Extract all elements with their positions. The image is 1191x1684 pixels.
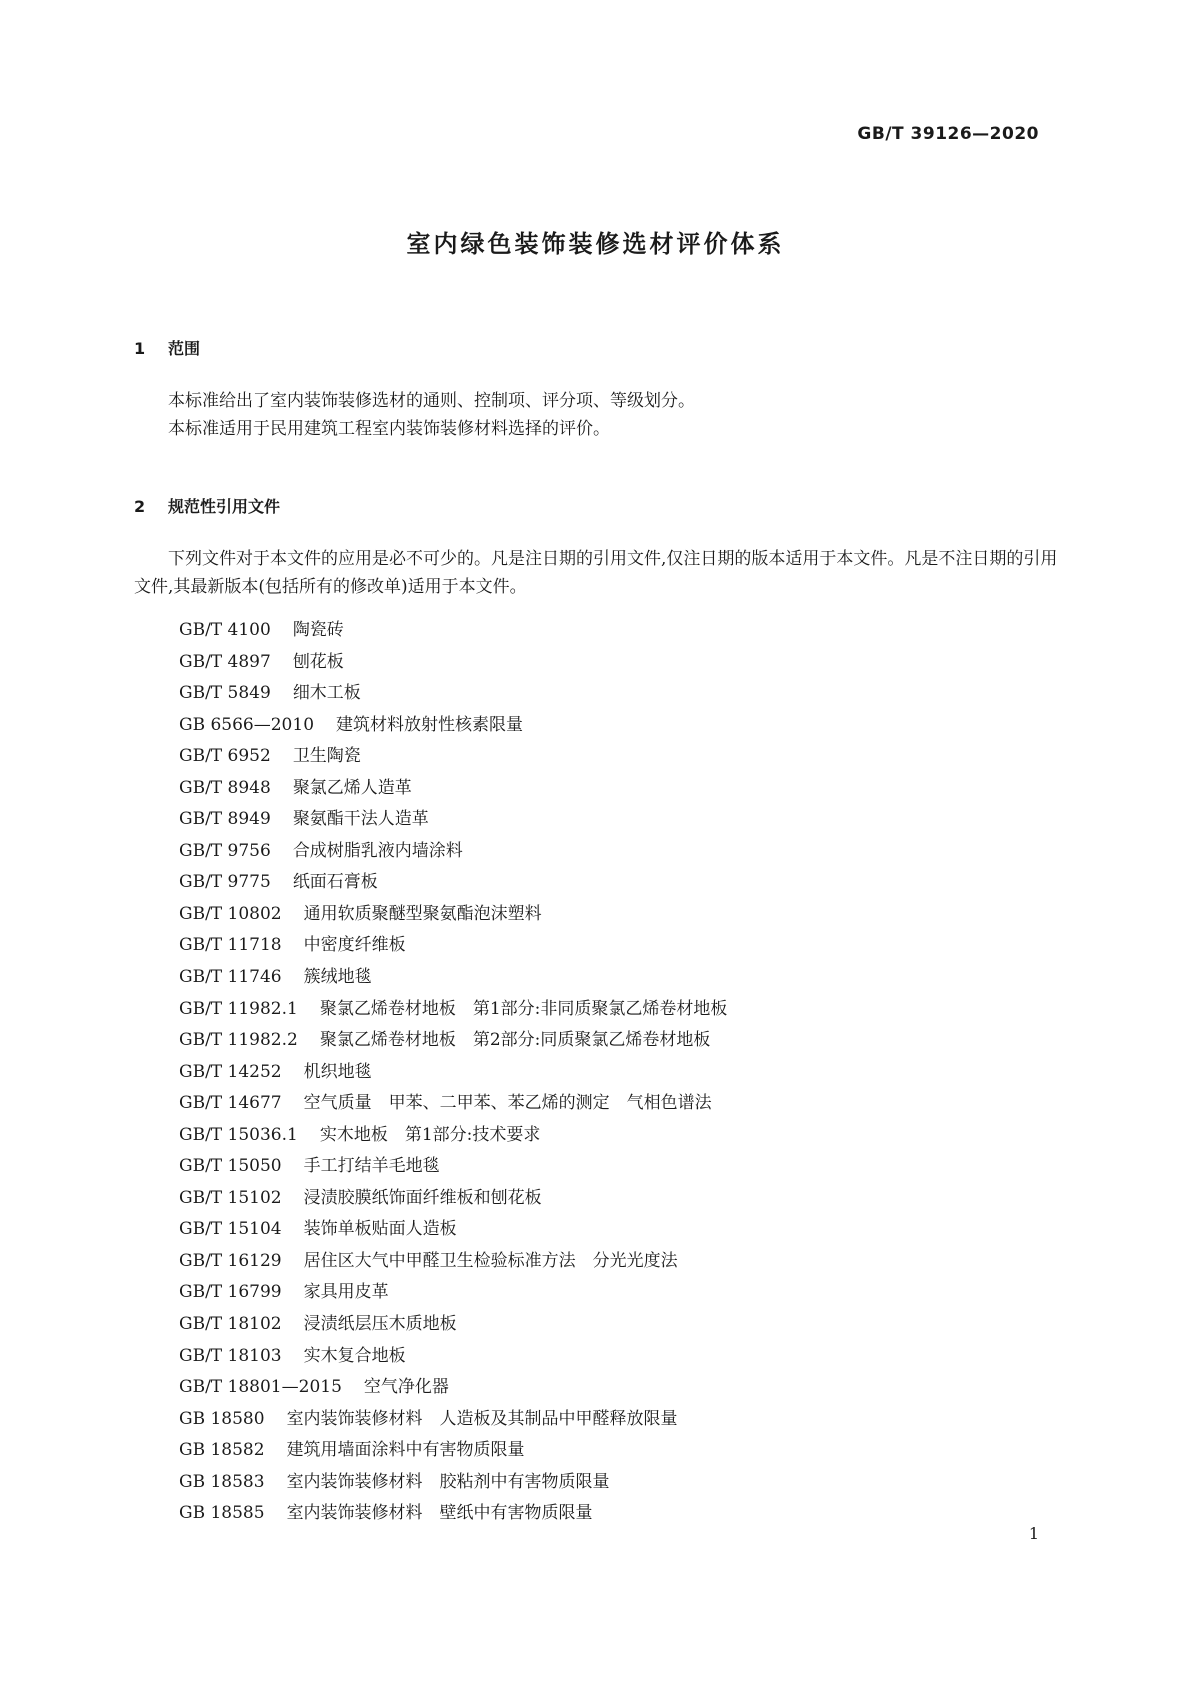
reference-title: 簇绒地毯 — [303, 967, 372, 988]
reference-item — [179, 678, 727, 710]
reference-item — [179, 804, 727, 836]
reference-code: GB/T 11982.2 — [179, 1030, 298, 1051]
reference-title: 建筑用墙面涂料中有害物质限量 — [286, 1440, 525, 1461]
reference-item — [179, 867, 727, 899]
page-number: 1 — [1028, 1524, 1039, 1543]
reference-item — [179, 1498, 727, 1530]
reference-title: 手工打结羊毛地毯 — [303, 1156, 440, 1177]
reference-code: GB/T 14252 — [179, 1061, 282, 1082]
reference-code: GB/T 18103 — [179, 1345, 282, 1366]
reference-title: 建筑材料放射性核素限量 — [336, 714, 524, 735]
reference-item — [179, 930, 727, 962]
section-1-number: 1 — [134, 339, 146, 358]
reference-title: 居住区大气中甲醛卫生检验标准方法 分光光度法 — [303, 1250, 678, 1271]
reference-code: GB/T 18102 — [179, 1314, 282, 1335]
reference-item — [179, 1372, 727, 1404]
reference-item — [179, 1467, 727, 1499]
reference-code: GB/T 8949 — [179, 809, 271, 830]
scope-paragraph: 本标准给出了室内装饰装修选材的通则、控制项、评分项、等级划分。 — [168, 391, 695, 411]
reference-title: 聚氯乙烯卷材地板 第2部分:同质聚氯乙烯卷材地板 — [319, 1030, 711, 1051]
reference-title: 中密度纤维板 — [303, 935, 406, 956]
reference-title: 机织地毯 — [303, 1061, 372, 1082]
reference-item — [179, 773, 727, 805]
reference-item — [179, 962, 727, 994]
reference-item — [179, 1088, 727, 1120]
reference-code: GB/T 15102 — [179, 1187, 282, 1208]
reference-code: GB/T 4100 — [179, 620, 271, 640]
reference-code: GB/T 11718 — [179, 935, 282, 956]
reference-title: 空气质量 甲苯、二甲苯、苯乙烯的测定 气相色谱法 — [303, 1093, 712, 1114]
reference-item — [179, 899, 727, 931]
standard-number: GB/T 39126—2020 — [857, 124, 1039, 144]
reference-title: 合成树脂乳液内墙涂料 — [292, 840, 463, 861]
reference-title: 实木复合地板 — [303, 1345, 406, 1366]
reference-code: GB 18582 — [179, 1440, 265, 1461]
reference-title: 聚氨酯干法人造革 — [292, 809, 429, 830]
reference-item — [179, 1120, 727, 1152]
normative-references-list — [179, 615, 727, 1530]
reference-item — [179, 1309, 727, 1341]
reference-code: GB/T 18801—2015 — [179, 1377, 342, 1398]
section-2-title: 规范性引用文件 — [168, 497, 281, 516]
reference-code: GB 18580 — [179, 1408, 265, 1429]
reference-title: 细木工板 — [292, 683, 361, 704]
reference-code: GB/T 15104 — [179, 1219, 282, 1240]
reference-item — [179, 710, 727, 742]
reference-title: 陶瓷砖 — [292, 620, 344, 640]
reference-code: GB/T 14677 — [179, 1093, 282, 1114]
reference-code: GB/T 8948 — [179, 777, 271, 798]
section-2-heading — [134, 494, 280, 517]
reference-item — [179, 1277, 727, 1309]
reference-title: 浸渍纸层压木质地板 — [303, 1314, 457, 1335]
reference-item — [179, 1183, 727, 1215]
reference-title: 纸面石膏板 — [292, 872, 378, 893]
section-1-heading — [134, 336, 200, 359]
reference-item — [179, 1057, 727, 1089]
reference-item — [179, 741, 727, 773]
reference-title: 实木地板 第1部分:技术要求 — [319, 1124, 541, 1145]
reference-item — [179, 1246, 727, 1278]
section-1-body — [134, 387, 1059, 443]
reference-item — [179, 1214, 727, 1246]
reference-code: GB/T 10802 — [179, 903, 282, 924]
reference-code: GB/T 9756 — [179, 840, 271, 861]
reference-code: GB/T 15050 — [179, 1156, 282, 1177]
reference-item — [179, 994, 727, 1026]
reference-title: 室内装饰装修材料 壁纸中有害物质限量 — [286, 1503, 593, 1524]
reference-title: 装饰单板贴面人造板 — [303, 1219, 457, 1240]
reference-title: 聚氯乙烯人造革 — [292, 777, 412, 798]
section-2-number: 2 — [134, 497, 146, 516]
reference-title: 室内装饰装修材料 人造板及其制品中甲醛释放限量 — [286, 1408, 678, 1429]
reference-item — [179, 1025, 727, 1057]
scope-paragraph: 本标准适用于民用建筑工程室内装饰装修材料选择的评价。 — [168, 419, 610, 439]
reference-code: GB 6566—2010 — [179, 714, 315, 735]
reference-title: 刨花板 — [292, 651, 344, 672]
reference-code: GB/T 11746 — [179, 967, 282, 988]
reference-code: GB/T 4897 — [179, 651, 271, 672]
reference-code: GB/T 16129 — [179, 1250, 282, 1271]
reference-item — [179, 836, 727, 868]
reference-code: GB/T 5849 — [179, 683, 271, 704]
reference-title: 家具用皮革 — [303, 1282, 389, 1303]
reference-item — [179, 615, 727, 647]
reference-item — [179, 1435, 727, 1467]
reference-title: 浸渍胶膜纸饰面纤维板和刨花板 — [303, 1187, 542, 1208]
section-2-intro — [134, 545, 1059, 601]
document-title: 室内绿色装饰装修选材评价体系 — [406, 230, 785, 258]
reference-title: 空气净化器 — [363, 1377, 449, 1398]
reference-code: GB/T 11982.1 — [179, 998, 298, 1019]
references-intro-paragraph: 下列文件对于本文件的应用是必不可少的。凡是注日期的引用文件,仅注日期的版本适用于本文件。凡是不注日期的引用文件,其最新版本(包括所有的修改单)适用于本文件。 — [134, 549, 1058, 597]
reference-code: GB/T 15036.1 — [179, 1124, 298, 1145]
reference-item — [179, 1404, 727, 1436]
reference-code: GB 18585 — [179, 1503, 265, 1524]
reference-code: GB 18583 — [179, 1471, 265, 1492]
reference-item — [179, 647, 727, 679]
reference-title: 聚氯乙烯卷材地板 第1部分:非同质聚氯乙烯卷材地板 — [319, 998, 728, 1019]
reference-item — [179, 1341, 727, 1373]
reference-code: GB/T 6952 — [179, 746, 271, 767]
section-1-title: 范围 — [168, 339, 201, 358]
reference-code: GB/T 16799 — [179, 1282, 282, 1303]
reference-title: 通用软质聚醚型聚氨酯泡沫塑料 — [303, 903, 542, 924]
reference-code: GB/T 9775 — [179, 872, 271, 893]
reference-title: 卫生陶瓷 — [292, 746, 361, 767]
reference-item — [179, 1151, 727, 1183]
reference-title: 室内装饰装修材料 胶粘剂中有害物质限量 — [286, 1471, 610, 1492]
